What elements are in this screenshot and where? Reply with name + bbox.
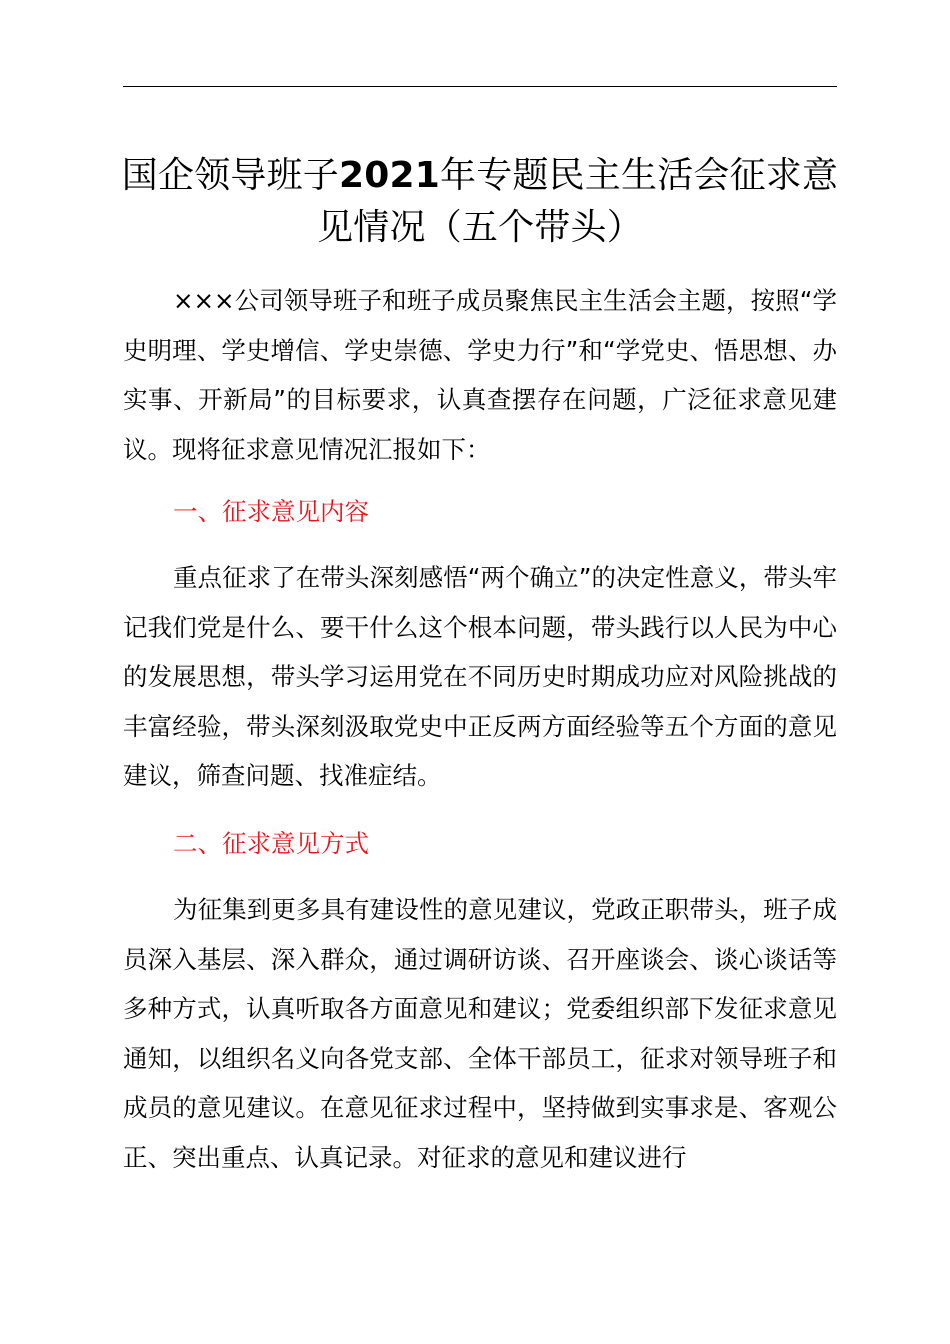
- title-suffix: 年专题民主生活会征求意见情况（五个带头）: [317, 155, 839, 248]
- section-paragraph-content: 重点征求了在带头深刻感悟“两个确立”的决定性意义，带头牢记我们党是什么、要干什么这个根本问题，带头践行以人民为中心的发展思想，带头学习运用党在不同历史时期成功应对风险挑战的丰富经验，带头深刻汲取党史中正反两方面经验等五个方面的意见建议，筛查问题、找准症结。: [123, 563, 837, 790]
- title-prefix: 国企领导班子: [121, 155, 339, 196]
- document-title: [118, 150, 842, 254]
- header-rule: [123, 86, 837, 87]
- section-heading-method: 二、征求意见方式: [173, 829, 369, 858]
- section-paragraph-method: 为征集到更多具有建设性的意见建议，党政正职带头，班子成员深入基层、深入群众，通过调研访谈、召开座谈会、谈心谈话等多种方式，认真听取各方面意见和建议；党委组织部下发征求意见通知，以组织名义向各党支部、全体干部员工，征求对领导班子和成员的意见建议。在意见征求过程中，坚持做到实事求是、客观公正、突出重点、认真记录。对征求的意见和建议进行: [123, 895, 837, 1172]
- title-year: 2021: [339, 155, 440, 196]
- section-heading-content: 一、征求意见内容: [173, 497, 369, 526]
- intro-paragraph: ×××公司领导班子和班子成员聚焦民主生活会主题，按照“学史明理、学史增信、学史崇德、学史力行”和“学党史、悟思想、办实事、开新局”的目标要求，认真查摆存在问题，广泛征求意见建议。现将征求意见情况汇报如下：: [123, 286, 837, 464]
